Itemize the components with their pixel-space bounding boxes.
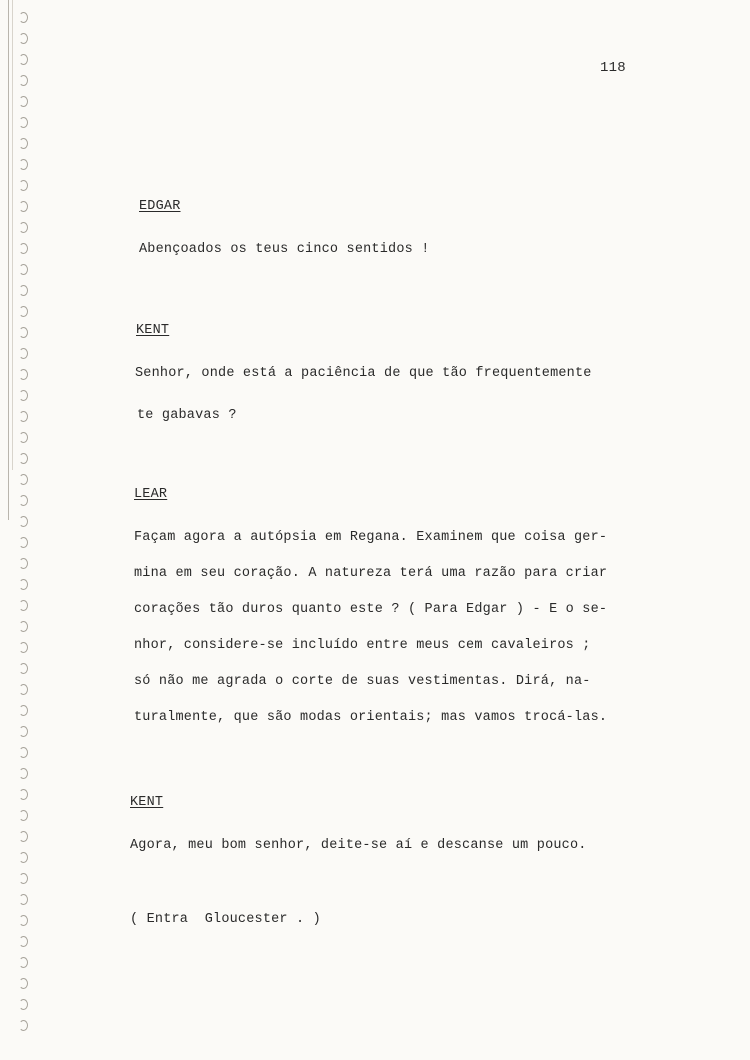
binding-hole <box>19 348 28 359</box>
binding-hole <box>19 474 28 485</box>
binding-hole <box>19 96 28 107</box>
dialogue-line: corações tão duros quanto este ? ( Para Edgar ) - E o se- <box>134 602 608 617</box>
speaker-name: KENT <box>130 795 164 810</box>
binding-holes <box>0 0 30 1060</box>
binding-hole <box>19 936 28 947</box>
binding-hole <box>19 579 28 590</box>
binding-hole <box>19 495 28 506</box>
binding-hole <box>19 747 28 758</box>
binding-hole <box>19 915 28 926</box>
binding-hole <box>19 684 28 695</box>
speaker-name: EDGAR <box>139 199 181 214</box>
speaker-name: KENT <box>136 323 170 338</box>
speaker-name: LEAR <box>134 487 168 502</box>
binding-hole <box>19 75 28 86</box>
dialogue-line: turalmente, que são modas orientais; mas vamos trocá-las. <box>134 710 608 725</box>
binding-hole <box>19 789 28 800</box>
dialogue-line: te gabavas ? <box>137 408 237 423</box>
binding-hole <box>19 705 28 716</box>
binding-hole <box>19 180 28 191</box>
dialogue-line: Senhor, onde está a paciência de que tão frequentemente <box>135 366 592 381</box>
dialogue-line: Agora, meu bom senhor, deite-se aí e descanse um pouco. <box>130 838 587 853</box>
binding-hole <box>19 432 28 443</box>
dialogue-line: nhor, considere-se incluído entre meus cem cavaleiros ; <box>134 638 591 653</box>
binding-hole <box>19 999 28 1010</box>
binding-hole <box>19 873 28 884</box>
binding-hole <box>19 411 28 422</box>
binding-hole <box>19 831 28 842</box>
binding-hole <box>19 222 28 233</box>
dialogue-line: mina em seu coração. A natureza terá uma razão para criar <box>134 566 608 581</box>
binding-hole <box>19 726 28 737</box>
binding-hole <box>19 327 28 338</box>
binding-hole <box>19 810 28 821</box>
binding-hole <box>19 642 28 653</box>
stage-direction: ( Entra Gloucester . ) <box>130 912 321 927</box>
binding-hole <box>19 852 28 863</box>
binding-hole <box>19 453 28 464</box>
binding-hole <box>19 558 28 569</box>
binding-hole <box>19 600 28 611</box>
binding-hole <box>19 138 28 149</box>
binding-hole <box>19 33 28 44</box>
binding-hole <box>19 159 28 170</box>
binding-hole <box>19 54 28 65</box>
binding-hole <box>19 516 28 527</box>
binding-hole <box>19 1020 28 1031</box>
binding-hole <box>19 201 28 212</box>
binding-hole <box>19 369 28 380</box>
binding-hole <box>19 957 28 968</box>
binding-hole <box>19 12 28 23</box>
dialogue-line: só não me agrada o corte de suas vestimentas. Dirá, na- <box>134 674 591 689</box>
binding-hole <box>19 537 28 548</box>
binding-hole <box>19 621 28 632</box>
dialogue-line: Abençoados os teus cinco sentidos ! <box>139 242 430 257</box>
binding-hole <box>19 117 28 128</box>
binding-hole <box>19 978 28 989</box>
dialogue-line: Façam agora a autópsia em Regana. Examinem que coisa ger- <box>134 530 608 545</box>
binding-hole <box>19 243 28 254</box>
binding-hole <box>19 894 28 905</box>
binding-hole <box>19 768 28 779</box>
binding-hole <box>19 285 28 296</box>
binding-hole <box>19 306 28 317</box>
binding-hole <box>19 663 28 674</box>
binding-hole <box>19 390 28 401</box>
binding-hole <box>19 264 28 275</box>
page-number: 118 <box>600 60 626 76</box>
